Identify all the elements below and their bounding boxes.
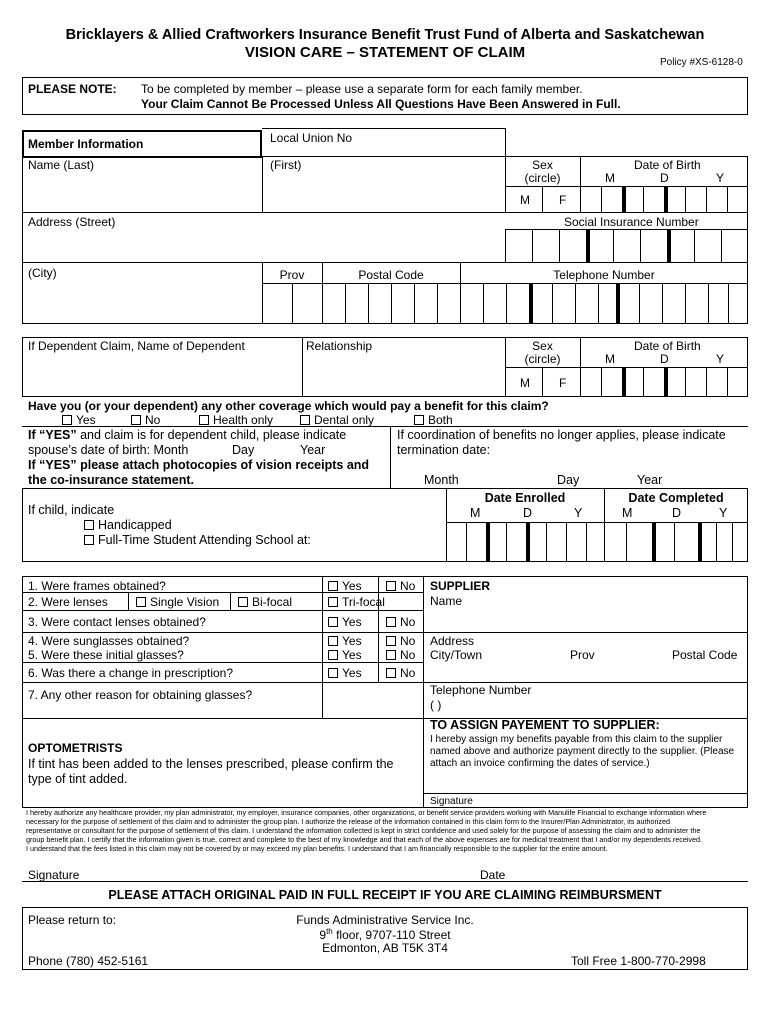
optometrists-heading: OPTOMETRISTS [28,741,123,755]
cob-month-label: Month [424,473,459,487]
cob-line1: If coordination of benefits no longer applies, please indicate [397,428,726,442]
enrolled-d: D [523,506,533,520]
q5-no[interactable]: No [386,648,415,662]
dep-sex-label: Sex [532,339,553,353]
attach-receipts-line2: the co-insurance statement. [28,473,195,487]
checkbox-icon [131,415,141,425]
dep-dob-d: D [660,352,669,366]
student-option[interactable]: Full-Time Student Attending School at: [84,533,311,547]
assign-heading: TO ASSIGN PAYEMENT TO SUPPLIER: [430,718,660,732]
supplier-signature-label: Signature [430,796,473,807]
q3-label: 3. Were contact lenses obtained? [28,615,206,629]
q2-label: 2. Were lenses [28,595,108,609]
q4-yes[interactable]: Yes [328,634,362,648]
first-name-label: (First) [270,158,302,172]
enrolled-y: Y [574,506,583,520]
q5-yes[interactable]: Yes [328,648,362,662]
supplier-prov-label: Prov [570,648,595,662]
form-title: Bricklayers & Allied Craftworkers Insurance Benefit Trust Fund of Alberta and Saskatchewan [65,27,705,43]
form-subtitle: VISION CARE – STATEMENT OF CLAIM [244,44,526,61]
q2-single-vision[interactable]: Single Vision [136,595,219,609]
child-indicate-label: If child, indicate [28,503,115,517]
city-label: (City) [28,266,57,280]
coverage-both[interactable]: Both [414,413,453,427]
member-date-field[interactable] [510,860,740,880]
member-date-label: Date [480,868,506,882]
optometrists-line2: type of tint added. [28,772,128,786]
phone-label: Telephone Number [553,268,655,282]
checkbox-icon [238,597,248,607]
checkbox-icon [84,520,94,530]
return-phone: Phone (780) 452-5161 [28,954,149,968]
supplier-address-label: Address [430,634,475,648]
checkbox-icon [386,581,396,591]
q2-bifocal[interactable]: Bi-focal [238,595,292,609]
dob-d: D [660,171,669,185]
dob-label: Date of Birth [634,158,701,172]
date-enrolled-boxes[interactable] [446,522,604,562]
postal-entry[interactable] [322,283,460,324]
checkbox-icon [328,650,338,660]
checkbox-icon [328,617,338,627]
q1-yes[interactable]: Yes [328,579,362,593]
q6-no[interactable]: No [386,666,415,680]
completed-m: M [622,506,633,520]
q6-label: 6. Was there a change in prescription? [28,666,234,680]
note-line2: Your Claim Cannot Be Processed Unless All Questions Have Been Answered in Full. [141,97,621,111]
checkbox-icon [328,581,338,591]
supplier-city-label: City/Town [430,648,483,662]
q2-trifocal[interactable]: Tri-focal [328,595,385,609]
sex-female-option[interactable]: F [559,193,567,207]
checkbox-icon [199,415,209,425]
supplier-signature-field[interactable] [423,771,748,793]
note-line1: To be completed by member – please use a separate form for each family member. [141,82,583,96]
date-completed-label: Date Completed [628,491,724,505]
checkbox-icon [386,636,396,646]
authorization-line1: I hereby authorize any healthcare provider, my plan administrator, my employer, insurance companies, other organizations, or benefit service providers working with Manulife Financial to exchange information where [26,808,707,817]
checkbox-icon [136,597,146,607]
coverage-dental-only[interactable]: Dental only [300,413,374,427]
name-last-label: Name (Last) [28,158,95,172]
sin-entry-boxes[interactable] [505,229,748,262]
q5-label: 5. Were these initial glasses? [28,648,184,662]
sin-label: Social Insurance Number [564,215,699,229]
enrolled-m: M [470,506,481,520]
assign-line1: I hereby assign my benefits payable from this claim to the supplier [430,734,723,745]
dep-sex-circle-label: (circle) [524,352,561,366]
checkbox-icon [328,668,338,678]
address-label: Address (Street) [28,215,116,229]
completed-y: Y [719,506,728,520]
checkbox-icon [328,636,338,646]
return-city: Edmonton, AB T5K 3T4 [322,941,448,955]
q1-no[interactable]: No [386,579,415,593]
date-completed-boxes[interactable] [604,522,748,562]
dep-dob-y: Y [716,352,725,366]
spouse-year-label: Year [300,443,326,457]
date-enrolled-label: Date Enrolled [484,491,566,505]
dep-dob-entry-boxes[interactable] [580,367,748,397]
return-street: 9th floor, 9707-110 Street [319,927,451,942]
cob-line2: termination date: [397,443,491,457]
member-heading: Member Information [28,137,144,151]
completed-d: D [672,506,682,520]
q4-label: 4. Were sunglasses obtained? [28,634,190,648]
authorization-line4: group benefit plan. I certify that the information given is true, correct and complete to the best of my knowledge and that each of the above expenses are for medical treatment that I and/or my dependents received. [26,835,703,844]
checkbox-icon [328,597,338,607]
checkbox-icon [386,668,396,678]
cob-year-label: Year [637,473,663,487]
supplier-heading: SUPPLIER [430,579,491,593]
supplier-name-label: Name [430,594,463,608]
q7-label: 7. Any other reason for obtaining glasses? [28,688,253,702]
q4-no[interactable]: No [386,634,415,648]
coverage-yes[interactable]: Yes [62,413,96,427]
attach-receipt-notice: PLEASE ATTACH ORIGINAL PAID IN FULL RECEIPT IF YOU ARE CLAIMING REIMBURSMENT [108,888,662,902]
checkbox-icon [62,415,72,425]
assign-line3: attach an invoice confirming the dates of service.) [430,758,650,769]
local-union-label: Local Union No [270,131,353,145]
coverage-question: Have you (or your dependent) any other coverage which would pay a benefit for this claim? [28,399,549,413]
cob-day-label: Day [557,473,580,487]
dob-m: M [605,171,615,185]
return-to-label: Please return to: [28,913,117,927]
supplier-postal-label: Postal Code [672,648,738,662]
if-yes-dependent-text: If “YES” and claim is for dependent child, please indicate [28,428,347,442]
checkbox-icon [386,617,396,627]
sex-label: Sex [532,158,553,172]
sex-circle-label: (circle) [524,171,561,185]
dob-y: Y [716,171,725,185]
checkbox-icon [84,535,94,545]
spouse-dob-label: spouse’s date of birth: Month [28,443,189,457]
coverage-health-only[interactable]: Health only [199,413,273,427]
authorization-line3: representative or consultant for the purpose of settlement of this claim. I understand the information collected is kept in strict confidence and used solely for the purpose of assessing the claim and to administer the [26,826,701,835]
relationship-label: Relationship [306,339,373,353]
handicapped-option[interactable]: Handicapped [84,518,172,532]
prov-label: Prov [279,268,305,282]
postal-label: Postal Code [358,268,424,282]
q1-label: 1. Were frames obtained? [28,579,166,593]
dep-sex-male-option[interactable]: M [520,376,530,390]
dep-sex-female-option[interactable]: F [559,376,567,390]
return-org: Funds Administrative Service Inc. [296,913,474,927]
coverage-no[interactable]: No [131,413,160,427]
q3-no[interactable]: No [386,615,415,629]
authorization-line2: necessary for the purpose of settlement of this claim and to administer the group plan. I authorize the release of the information contained in this claim form to the Insurer/Plan Administrator, its authorized [26,817,671,826]
dob-entry-boxes[interactable] [580,186,748,212]
supplier-phone-paren: ( ) [430,698,442,712]
supplier-phone-label: Telephone Number [430,683,532,697]
member-signature-label: Signature [28,868,80,882]
prov-entry[interactable] [262,283,322,324]
dep-dob-label: Date of Birth [634,339,701,353]
q3-yes[interactable]: Yes [328,615,362,629]
note-label: PLEASE NOTE: [28,82,117,96]
sex-male-option[interactable]: M [520,193,530,207]
optometrists-line1: If tint has been added to the lenses prescribed, please confirm the [28,757,394,771]
dependent-name-label: If Dependent Claim, Name of Dependent [28,339,245,353]
spouse-day-label: Day [232,443,255,457]
attach-receipts-line1: If “YES” please attach photocopies of vision receipts and [28,458,370,472]
policy-number: Policy #XS-6128-0 [660,57,743,68]
member-signature-field[interactable] [90,860,450,880]
checkbox-icon [414,415,424,425]
assign-line2: named above and authorize payment directly to the supplier. (Please [430,746,735,757]
checkbox-icon [386,650,396,660]
return-tollfree: Toll Free 1-800-770-2998 [571,954,706,968]
checkbox-icon [300,415,310,425]
authorization-line5: I understand that the fees listed in this claim may not be covered by or may exceed my plan benefits. I understand that I am financially responsible to the supplier for the entire amount. [26,844,608,853]
phone-entry[interactable] [460,283,748,324]
q6-yes[interactable]: Yes [328,666,362,680]
dep-dob-m: M [605,352,615,366]
